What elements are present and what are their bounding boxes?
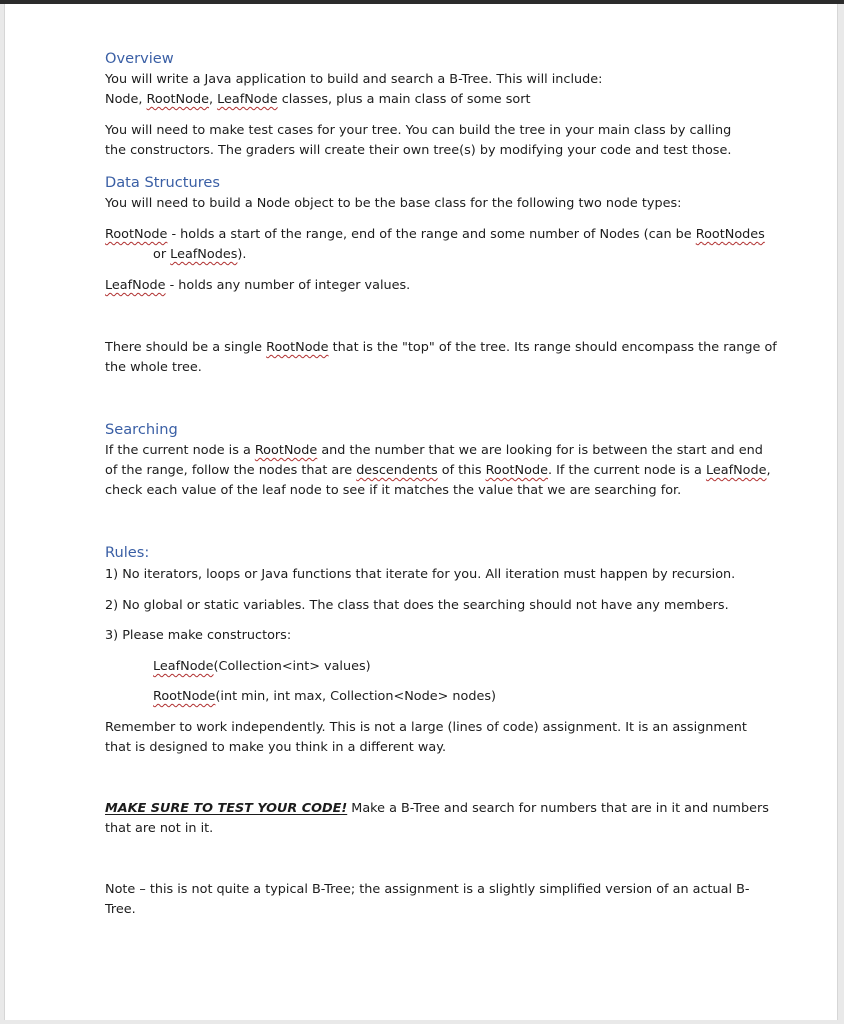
constructor-rootnode bbox=[153, 687, 496, 707]
term-leafnode: LeafNode bbox=[217, 92, 278, 107]
single-rootnode-line-2: the whole tree. bbox=[105, 360, 202, 375]
term-rootnode: RootNode bbox=[254, 443, 318, 458]
text: that is the "top" of the tree. Its range should encompass the range of bbox=[328, 340, 777, 355]
rules-heading: Rules: bbox=[105, 544, 150, 561]
text: , bbox=[766, 463, 771, 478]
rootnode-definition bbox=[105, 225, 765, 245]
test-line-2: that are not in it. bbox=[105, 821, 214, 836]
text: . If the current node is a bbox=[547, 463, 706, 478]
term-rootnode: RootNode bbox=[266, 340, 329, 355]
text: - holds a start of the range, end of the range and some number of Nodes (can be bbox=[167, 227, 696, 242]
searching-line-2 bbox=[105, 461, 771, 481]
rootnode-definition-continued bbox=[153, 245, 246, 265]
data-structures-heading: Data Structures bbox=[105, 174, 220, 191]
searching-heading: Searching bbox=[105, 421, 178, 438]
term-leafnode: LeafNode bbox=[153, 659, 214, 674]
text: ). bbox=[237, 247, 247, 262]
overview-classes-line bbox=[105, 90, 531, 110]
text: classes, plus a main class of some sort bbox=[277, 92, 531, 107]
text: Make a B-Tree and search for numbers that are in it and numbers bbox=[347, 801, 769, 816]
text: There should be a single bbox=[105, 340, 267, 355]
text: If the current node is a bbox=[105, 443, 255, 458]
term-rootnodes: RootNodes bbox=[695, 227, 765, 242]
overview-heading: Overview bbox=[105, 50, 174, 67]
text: (int min, int max, Collection<Node> nodes) bbox=[215, 689, 496, 704]
test-line-1 bbox=[105, 799, 769, 819]
term-rootnode: RootNode bbox=[485, 463, 548, 478]
text: and the number that we are looking for is between the start and end bbox=[317, 443, 763, 458]
test-emphasis: MAKE SURE TO TEST YOUR CODE! bbox=[105, 801, 348, 816]
searching-line-1 bbox=[105, 441, 763, 461]
overview-intro-line: You will write a Java application to build and search a B-Tree. This will include: bbox=[105, 72, 603, 87]
term-leafnode: LeafNode bbox=[105, 278, 166, 293]
note-line-2: Tree. bbox=[105, 902, 136, 917]
text: - holds any number of integer values. bbox=[165, 278, 411, 293]
term-rootnode: RootNode bbox=[153, 689, 216, 704]
data-structures-intro: You will need to build a Node object to be the base class for the following two node types: bbox=[105, 196, 682, 211]
text: of this bbox=[437, 463, 486, 478]
rule-3: 3) Please make constructors: bbox=[105, 628, 292, 643]
text: Node, bbox=[105, 92, 147, 107]
rule-1: 1) No iterators, loops or Java functions that iterate for you. All iteration must happen by recursion. bbox=[105, 567, 736, 582]
term-rootnode: RootNode bbox=[105, 227, 168, 242]
text: , bbox=[208, 92, 218, 107]
term-descendents: descendents bbox=[356, 463, 438, 478]
term-leafnode: LeafNode bbox=[705, 463, 767, 478]
note-line-1: Note – this is not quite a typical B-Tree; the assignment is a slightly simplified version of an actual B- bbox=[105, 882, 750, 897]
text: or bbox=[153, 247, 171, 262]
leafnode-definition bbox=[105, 276, 410, 296]
rule-2: 2) No global or static variables. The class that does the searching should not have any members. bbox=[105, 598, 729, 613]
document-page bbox=[4, 4, 838, 1020]
term-rootnode: RootNode bbox=[146, 92, 209, 107]
overview-testcases-paragraph: You will need to make test cases for your tree. You can build the tree in your main class by calling the constructors. The graders will create their own tree(s) by modifying your code and test those. bbox=[105, 123, 732, 158]
remember-paragraph: Remember to work independently. This is not a large (lines of code) assignment. It is an assignment that is designed to make you think in a different way. bbox=[105, 720, 747, 755]
text: (Collection<int> values) bbox=[213, 659, 371, 674]
single-rootnode-line bbox=[105, 338, 777, 358]
term-leafnodes: LeafNodes bbox=[170, 247, 238, 262]
constructor-leafnode bbox=[153, 657, 371, 677]
text: of the range, follow the nodes that are bbox=[105, 463, 357, 478]
searching-line-3: check each value of the leaf node to see if it matches the value that we are searching for. bbox=[105, 483, 682, 498]
